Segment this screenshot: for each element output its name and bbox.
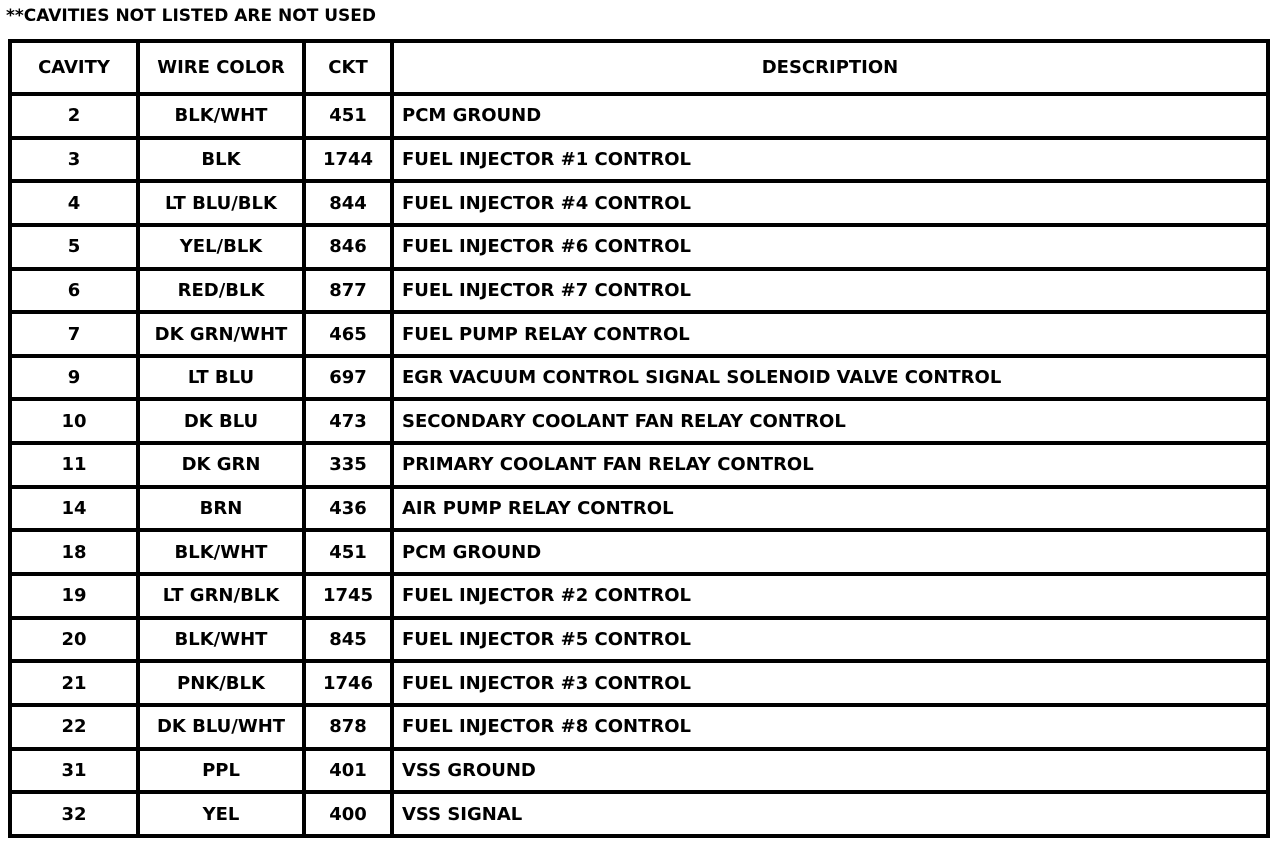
cavity-cell: 14 [12, 489, 136, 529]
ckt-cell: 436 [306, 489, 390, 529]
description-cell: PCM GROUND [394, 532, 1266, 572]
table-note: **CAVITIES NOT LISTED ARE NOT USED [6, 6, 377, 26]
cavity-cell: 2 [12, 96, 136, 136]
wire-color-cell: LT GRN/BLK [140, 576, 302, 616]
connector-pinout-table-frame [8, 39, 1270, 838]
table-row [12, 96, 1266, 136]
wire-color-cell: LT BLU [140, 358, 302, 398]
cavity-cell: 22 [12, 707, 136, 747]
table-row [12, 183, 1266, 223]
cavity-cell: 5 [12, 227, 136, 267]
ckt-cell: 335 [306, 445, 390, 485]
cavity-cell: 4 [12, 183, 136, 223]
description-cell: PRIMARY COOLANT FAN RELAY CONTROL [394, 445, 1266, 485]
cavity-cell: 32 [12, 794, 136, 834]
description-cell: FUEL INJECTOR #7 CONTROL [394, 271, 1266, 311]
table-row [12, 271, 1266, 311]
table-row [12, 751, 1266, 791]
ckt-cell: 878 [306, 707, 390, 747]
description-cell: FUEL INJECTOR #3 CONTROL [394, 663, 1266, 703]
ckt-cell: 401 [306, 751, 390, 791]
wire-color-cell: DK BLU/WHT [140, 707, 302, 747]
ckt-cell: 451 [306, 532, 390, 572]
cavity-cell: 20 [12, 620, 136, 660]
table-row [12, 576, 1266, 616]
description-cell: AIR PUMP RELAY CONTROL [394, 489, 1266, 529]
description-cell: FUEL INJECTOR #6 CONTROL [394, 227, 1266, 267]
table-row [12, 489, 1266, 529]
description-cell: VSS GROUND [394, 751, 1266, 791]
ckt-cell: 1746 [306, 663, 390, 703]
column-header-cavity: CAVITY [12, 43, 136, 92]
wire-color-cell: BLK [140, 140, 302, 180]
table-row [12, 140, 1266, 180]
ckt-cell: 465 [306, 314, 390, 354]
table-row [12, 227, 1266, 267]
ckt-cell: 400 [306, 794, 390, 834]
ckt-cell: 1744 [306, 140, 390, 180]
cavity-cell: 11 [12, 445, 136, 485]
cavity-cell: 19 [12, 576, 136, 616]
column-header-ckt: CKT [306, 43, 390, 92]
description-cell: FUEL PUMP RELAY CONTROL [394, 314, 1266, 354]
wire-color-cell: BLK/WHT [140, 620, 302, 660]
wire-color-cell: RED/BLK [140, 271, 302, 311]
description-cell: FUEL INJECTOR #5 CONTROL [394, 620, 1266, 660]
ckt-cell: 844 [306, 183, 390, 223]
table-row [12, 445, 1266, 485]
header-row [12, 43, 1266, 92]
table-row [12, 314, 1266, 354]
ckt-cell: 877 [306, 271, 390, 311]
wire-color-cell: YEL [140, 794, 302, 834]
wire-color-cell: PNK/BLK [140, 663, 302, 703]
description-cell: SECONDARY COOLANT FAN RELAY CONTROL [394, 401, 1266, 441]
description-cell: PCM GROUND [394, 96, 1266, 136]
connector-pinout-table [8, 39, 1270, 838]
ckt-cell: 697 [306, 358, 390, 398]
ckt-cell: 1745 [306, 576, 390, 616]
wire-color-cell: LT BLU/BLK [140, 183, 302, 223]
cavity-cell: 9 [12, 358, 136, 398]
table-row [12, 707, 1266, 747]
description-cell: EGR VACUUM CONTROL SIGNAL SOLENOID VALVE CONTROL [394, 358, 1266, 398]
table-row [12, 401, 1266, 441]
column-header-wire-color: WIRE COLOR [140, 43, 302, 92]
ckt-cell: 846 [306, 227, 390, 267]
wire-color-cell: YEL/BLK [140, 227, 302, 267]
table-row [12, 794, 1266, 834]
wire-color-cell: BLK/WHT [140, 532, 302, 572]
table-row [12, 532, 1266, 572]
ckt-cell: 845 [306, 620, 390, 660]
wire-color-cell: DK GRN/WHT [140, 314, 302, 354]
cavity-cell: 10 [12, 401, 136, 441]
cavity-cell: 21 [12, 663, 136, 703]
table-body [12, 96, 1266, 834]
table-row [12, 358, 1266, 398]
cavity-cell: 18 [12, 532, 136, 572]
description-cell: FUEL INJECTOR #4 CONTROL [394, 183, 1266, 223]
column-header-description: DESCRIPTION [394, 43, 1266, 92]
wire-color-cell: DK BLU [140, 401, 302, 441]
table-row [12, 620, 1266, 660]
cavity-cell: 3 [12, 140, 136, 180]
description-cell: FUEL INJECTOR #8 CONTROL [394, 707, 1266, 747]
wire-color-cell: PPL [140, 751, 302, 791]
ckt-cell: 473 [306, 401, 390, 441]
description-cell: FUEL INJECTOR #1 CONTROL [394, 140, 1266, 180]
wire-color-cell: DK GRN [140, 445, 302, 485]
wire-color-cell: BLK/WHT [140, 96, 302, 136]
wire-color-cell: BRN [140, 489, 302, 529]
cavity-cell: 7 [12, 314, 136, 354]
description-cell: VSS SIGNAL [394, 794, 1266, 834]
cavity-cell: 6 [12, 271, 136, 311]
cavity-cell: 31 [12, 751, 136, 791]
ckt-cell: 451 [306, 96, 390, 136]
table-row [12, 663, 1266, 703]
description-cell: FUEL INJECTOR #2 CONTROL [394, 576, 1266, 616]
